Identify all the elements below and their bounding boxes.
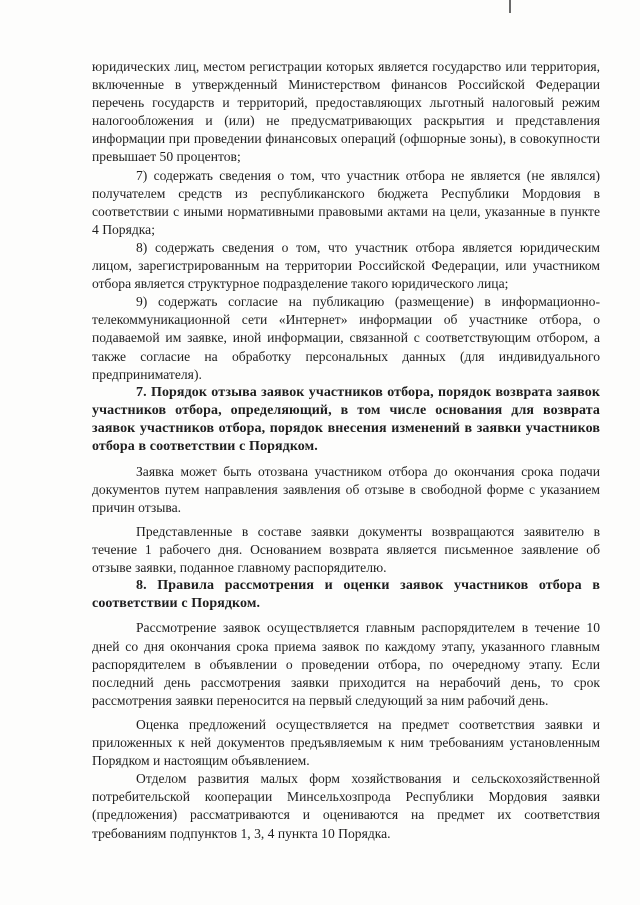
scan-edge-mark [509,0,511,13]
paragraph-review: Рассмотрение заявок осуществляется главным распорядителем в течение 10 дней со дня окончания срока приема заявок по каждому этапу, указанного главным распорядителем в объявлении о проведении отбора, по очередному этапу. Если последний день рассмотрения заявки приходится на нерабочий день, то срок рассмотрения заявки переносится на первый следующий за ним рабочий день. [92,620,600,708]
paragraph-evaluation: Оценка предложений осуществляется на предмет соответствия заявки и приложенных к ней документов предъявляемым к ним требованиям установленным Порядком и настоящим объявлением. [92,716,600,769]
paragraph-withdrawal: Заявка может быть отозвана участником отбора до окончания срока подачи документов путем направления заявления об отзыве в свободной форме с указанием причин отзыва. [92,463,600,515]
section-heading-8: 8. Правила рассмотрения и оценки заявок участников отбора в соответствии с Порядком. [92,578,600,612]
paragraph-item-6-continuation: юридических лиц, местом регистрации которых является государство или территория, включенные в утвержденный Министерством финансов Российской Федерации перечень государств и территорий, предоставляющих льготный налоговый режим налогообложения и (или) не предусматривающих раскрытия и представления информации при проведении финансовых операций (офшорные зоны), в совокупности превышает 50 процентов; [92,59,600,165]
paragraph-item-7: 7) содержать сведения о том, что участник отбора не является (не являлся) получателем средств из республиканского бюджета Республики Мордовия в соответствии с иными нормативными правовыми актами на цели, указанные в пункте 4 Порядка; [92,167,600,237]
paragraph-return: Представленные в составе заявки документы возвращаются заявителю в течение 1 рабочего дня. Основанием возврата является письменное заявление об отзыве заявки, поданное главному распорядителю. [92,523,600,575]
paragraph-department: Отделом развития малых форм хозяйствования и сельскохозяйственной потребительской кооперации Минсельхозпрода Республики Мордовия заявки (предложения) рассматриваются и оцениваются на предмет их соответствия требованиям подпунктов 1, 3, 4 пункта 10 Порядка. [92,771,600,841]
paragraph-item-9: 9) содержать согласие на публикацию (размещение) в информационно-телекоммуникационной сети «Интернет» информации об участнике отбора, о подаваемой им заявке, иной информации, связанной с соответствующим отбором, а также согласие на обработку персональных данных (для индивидуального предпринимателя). [92,294,600,382]
document-body [92,58,600,843]
section-heading-7: 7. Порядок отзыва заявок участников отбора, порядок возврата заявок участников отбора, определяющий, в том числе основания для возврата заявок участников отбора, порядок внесения изменений в заявки участников отбора в соответствии с Порядком. [92,384,600,455]
paragraph-item-8: 8) содержать сведения о том, что участник отбора является юридическим лицом, зарегистрированным на территории Российской Федерации, или участником отбора является структурное подразделение такого юридического лица; [92,239,600,292]
